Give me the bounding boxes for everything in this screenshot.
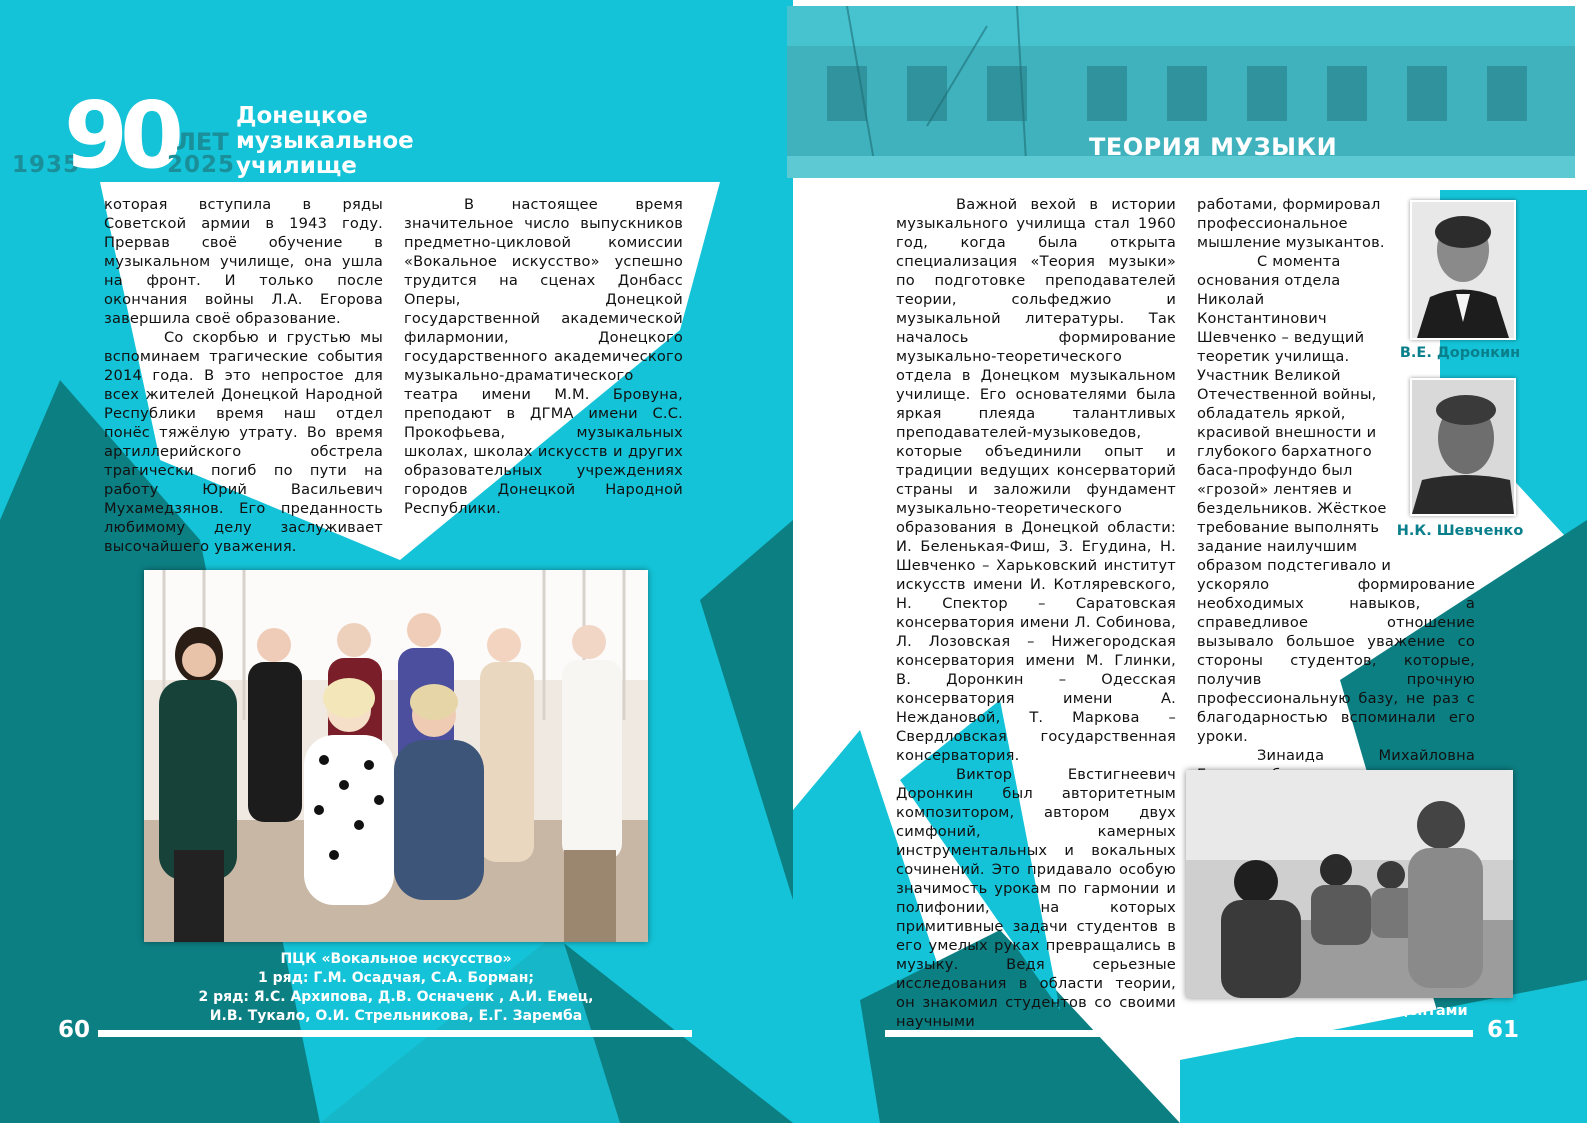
year-start: 1935	[12, 152, 81, 178]
left-column-1	[104, 195, 383, 556]
portrait-shevchenko-caption: Н.К. Шевченко	[1396, 523, 1524, 539]
paragraph: Со скорбью и грустью мы вспоминаем трагические события 2014 года. В это непростое для всех жителей Донецкой Народной Республики время наш отдел понёс тяжёлую утрату. Во время артиллерийского обстрела трагически погиб по пути на работу Юрий Васильевич Мухамедзянов. Его преданность любимому делу заслуживает высочайшего уважения.	[104, 329, 383, 555]
portrait-doronkin-caption: В.Е. Доронкин	[1399, 345, 1521, 361]
page-number-right: 61	[1487, 1017, 1520, 1043]
portrait-doronkin	[1410, 200, 1516, 340]
paragraph: Зинаида Михайловна	[1257, 747, 1475, 764]
footer-rule-right	[885, 1030, 1473, 1037]
footer-rule-left	[98, 1030, 692, 1037]
students-photo	[1186, 770, 1513, 998]
group-photo-caption	[144, 950, 648, 1026]
right-column-2-wide	[1197, 575, 1475, 784]
year-end: 2025	[167, 152, 236, 178]
paragraph: Важной вехой в истории музыкального училища стал 1960 год, когда была открыта специализация «Теория музыки» по подготовке преподавателей теории, сольфеджио и музыкальной литературы. Так началось формирование музыкально-теоретического отдела в Донецком музыкальном училище. Его основателями была яркая плеяда талантливых преподавателей-музыковедов, которые объединили опыт и традиции ведущих консерваторий страны и заложили фундамент музыкально-теоретического образования в Донецкой области: И. Беленькая-Фиш, З. Егудина, Н. Шевченко – Харьковский институт искусств имени И. Котляревского, Н. Спектор – Саратовская консерватория имени Л. Собинова, Л. Лозовская – Нижегородская консерватория имени М. Глинки, В. Доронкин – Одесская консерватория имени А. Неждановой, Т. Маркова – Свердловская государственная консерватория.	[896, 196, 1176, 764]
right-page	[793, 0, 1587, 1123]
jubilee-word: ЛЕТ	[176, 128, 229, 156]
group-photo	[144, 570, 648, 942]
paragraph: В настоящее время значительное число выпускников предметно-цикловой комиссии «Вокальное искусство» успешно трудится на сценах Донбасс Оперы, Донецкой государственной академической филармонии, Донецкого государственного академического музыкально-драматического театра имени М.М. Бровуна, преподают в ДГМА имени С.С. Прокофьева, музыкальных школах, школах искусств и других образовательных учреждениях городов Донецкой Народной Республики.	[404, 196, 683, 517]
portrait-shevchenko	[1410, 378, 1516, 516]
caption-line: 1 ряд: Г.М. Осадчая, С.А. Борман;	[257, 970, 535, 986]
paragraph: С момента основания отдела Николай Константинович Шевченко – ведущий теоретик училища. Участник Великой Отечественной войны, обладатель яркой, красивой внешности и глубокого бархатного баса-профундо был «грозой» лентяев и бездельников. Жёсткое требование выполнять задание наилучшим образом подстегивало и	[1197, 253, 1392, 574]
page-number-left: 60	[58, 1017, 91, 1043]
left-column-2	[404, 195, 683, 518]
paragraph: ускоряло формирование необходимых навыков, а справедливое отношение вызывало большое уважение со стороны студентов, которые, получив прочную профессиональную базу, не раз с благодарностью вспоминали его уроки.	[1197, 576, 1475, 745]
section-title: ТЕОРИЯ МУЗЫКИ	[1089, 133, 1338, 161]
jubilee-number: 90	[64, 82, 177, 189]
caption-line: ПЦК «Вокальное искусство»	[280, 951, 512, 967]
right-column-2	[1197, 195, 1397, 575]
paragraph: которая вступила в ряды Советской армии в 1943 году. Прервав своё обучение в музыкальном училище, она ушла на фронт. И только после окончания войны Л.А. Егорова завершила своё образование.	[104, 196, 383, 327]
caption-line: 2 ряд: Я.С. Архипова, Д.В. Осначенк , А.И. Емец,	[198, 989, 594, 1005]
paragraph: Виктор Евстигнеевич Доронкин был авторитетным композитором, автором двух симфоний, камерных инструментальных и вокальных сочинений. Это придавало особую значимость урокам по гармонии и полифонии, на которых примитивные задачи студентов в его умелых руках превращались в музыку. Ведя серьезные исследования в области теории, он знакомил студентов со своими научными	[896, 766, 1176, 1030]
right-column-1	[896, 195, 1176, 1031]
school-name: Донецкое музыкальное училище	[236, 103, 414, 179]
left-page	[0, 0, 793, 1123]
jubilee-logo	[12, 82, 452, 190]
students-photo-caption: З.М. Егудина со студентами	[1231, 1003, 1468, 1019]
caption-line: И.В. Тукало, О.И. Стрельникова, Е.Г. Заремба	[209, 1008, 583, 1024]
paragraph: работами, формировал профессиональное мышление музыкантов.	[1197, 196, 1385, 251]
